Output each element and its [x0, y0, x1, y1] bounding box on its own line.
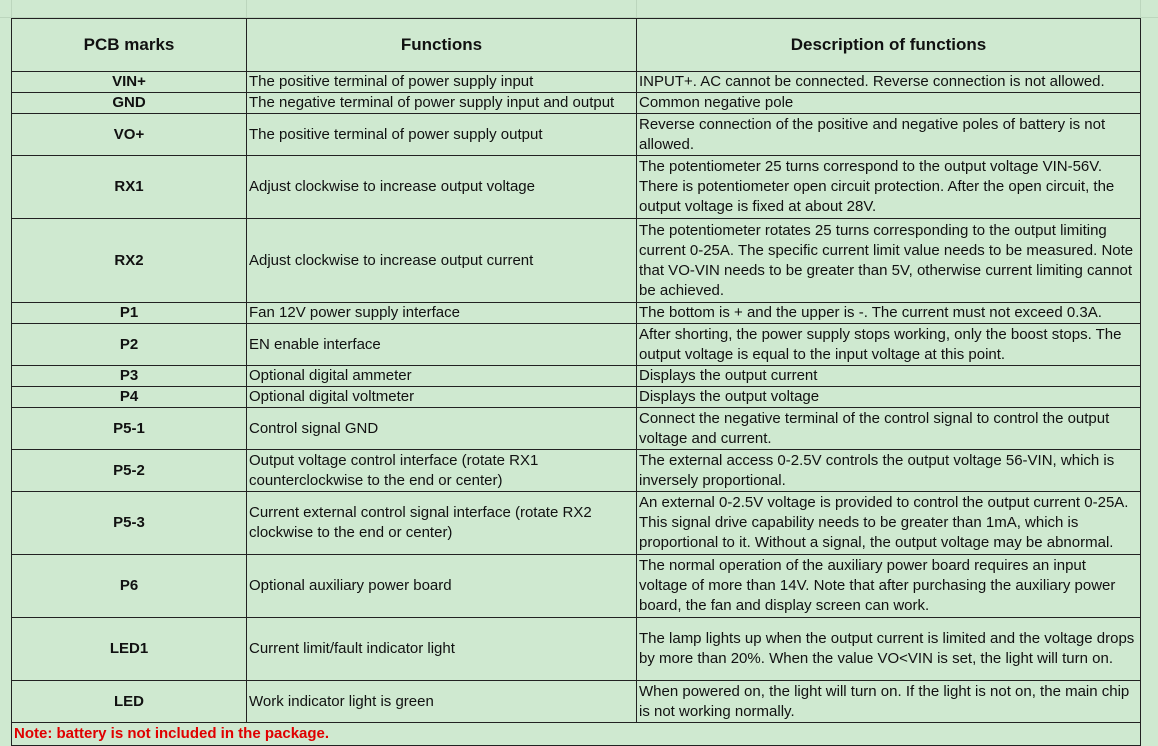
table-row — [12, 387, 1141, 408]
mark-cell[interactable]: VIN+ — [12, 72, 247, 93]
description-cell[interactable]: The normal operation of the auxiliary power board requires an input voltage of more than 14V. Note that after purchasing the auxiliary power board, the fan and display screen can work. — [637, 555, 1141, 618]
gridline-top — [0, 0, 1158, 18]
header-functions[interactable]: Functions — [247, 19, 637, 72]
mark-cell[interactable]: P4 — [12, 387, 247, 408]
function-cell[interactable]: Control signal GND — [247, 408, 637, 450]
description-cell[interactable]: Displays the output current — [637, 366, 1141, 387]
table-row — [12, 72, 1141, 93]
table-row — [12, 114, 1141, 156]
description-cell[interactable]: When powered on, the light will turn on. If the light is not on, the main chip is not working normally. — [637, 681, 1141, 723]
header-row — [12, 19, 1141, 72]
description-cell[interactable]: Reverse connection of the positive and negative poles of battery is not allowed. — [637, 114, 1141, 156]
description-cell[interactable]: After shorting, the power supply stops working, only the boost stops. The output voltage is equal to the input voltage at this point. — [637, 324, 1141, 366]
package-note[interactable]: Note: battery is not included in the package. — [12, 723, 1141, 746]
description-cell[interactable]: Displays the output voltage — [637, 387, 1141, 408]
table-row — [12, 618, 1141, 681]
function-cell[interactable]: The negative terminal of power supply input and output — [247, 93, 637, 114]
mark-cell[interactable]: RX1 — [12, 156, 247, 219]
mark-cell[interactable]: P5-3 — [12, 492, 247, 555]
function-cell[interactable]: Optional digital ammeter — [247, 366, 637, 387]
function-cell[interactable]: The positive terminal of power supply input — [247, 72, 637, 93]
note-row — [12, 723, 1141, 746]
description-cell[interactable]: Common negative pole — [637, 93, 1141, 114]
mark-cell[interactable]: GND — [12, 93, 247, 114]
table-row — [12, 492, 1141, 555]
description-cell[interactable]: Connect the negative terminal of the control signal to control the output voltage and current. — [637, 408, 1141, 450]
function-cell[interactable]: The positive terminal of power supply output — [247, 114, 637, 156]
gridline-col — [636, 0, 637, 18]
function-cell[interactable]: Fan 12V power supply interface — [247, 303, 637, 324]
gridline-col — [11, 0, 12, 18]
function-cell[interactable]: Optional digital voltmeter — [247, 387, 637, 408]
description-cell[interactable]: INPUT+. AC cannot be connected. Reverse connection is not allowed. — [637, 72, 1141, 93]
function-cell[interactable]: EN enable interface — [247, 324, 637, 366]
description-cell[interactable]: The potentiometer rotates 25 turns corresponding to the output limiting current 0-25A. The specific current limit value needs to be measured. Note that VO-VIN needs to be greater than 5V, otherwise current limiting cannot be achieved. — [637, 219, 1141, 303]
table-row — [12, 681, 1141, 723]
function-cell[interactable]: Output voltage control interface (rotate RX1 counterclockwise to the end or center) — [247, 450, 637, 492]
mark-cell[interactable]: P5-1 — [12, 408, 247, 450]
mark-cell[interactable]: RX2 — [12, 219, 247, 303]
pcb-marks-table — [11, 18, 1141, 746]
function-cell[interactable]: Current external control signal interface (rotate RX2 clockwise to the end or center) — [247, 492, 637, 555]
function-cell[interactable]: Optional auxiliary power board — [247, 555, 637, 618]
description-cell[interactable]: The lamp lights up when the output current is limited and the voltage drops by more than 20%. When the value VO<VIN is set, the light will turn on. — [637, 618, 1141, 681]
table-row — [12, 219, 1141, 303]
function-cell[interactable]: Adjust clockwise to increase output voltage — [247, 156, 637, 219]
table-row — [12, 408, 1141, 450]
mark-cell[interactable]: P6 — [12, 555, 247, 618]
header-description[interactable]: Description of functions — [637, 19, 1141, 72]
gridline-right — [1140, 0, 1158, 744]
description-cell[interactable]: An external 0-2.5V voltage is provided to control the output current 0-25A. This signal drive capability needs to be greater than 1mA, which is proportional to it. Without a signal, the output voltage may be abnormal. — [637, 492, 1141, 555]
header-pcb-marks[interactable]: PCB marks — [12, 19, 247, 72]
table-row — [12, 555, 1141, 618]
table-row — [12, 156, 1141, 219]
table-row — [12, 366, 1141, 387]
description-cell[interactable]: The bottom is + and the upper is -. The current must not exceed 0.3A. — [637, 303, 1141, 324]
mark-cell[interactable]: P3 — [12, 366, 247, 387]
table-row — [12, 93, 1141, 114]
mark-cell[interactable]: P5-2 — [12, 450, 247, 492]
function-cell[interactable]: Adjust clockwise to increase output current — [247, 219, 637, 303]
description-cell[interactable]: The external access 0-2.5V controls the output voltage 56-VIN, which is inversely proportional. — [637, 450, 1141, 492]
table-row — [12, 324, 1141, 366]
table-row — [12, 303, 1141, 324]
gridline-col — [246, 0, 247, 18]
function-cell[interactable]: Current limit/fault indicator light — [247, 618, 637, 681]
function-cell[interactable]: Work indicator light is green — [247, 681, 637, 723]
mark-cell[interactable]: P1 — [12, 303, 247, 324]
table-row — [12, 450, 1141, 492]
mark-cell[interactable]: LED — [12, 681, 247, 723]
description-cell[interactable]: The potentiometer 25 turns correspond to the output voltage VIN-56V. There is potentiometer open circuit protection. After the open circuit, the output voltage is fixed at about 28V. — [637, 156, 1141, 219]
mark-cell[interactable]: LED1 — [12, 618, 247, 681]
mark-cell[interactable]: VO+ — [12, 114, 247, 156]
mark-cell[interactable]: P2 — [12, 324, 247, 366]
